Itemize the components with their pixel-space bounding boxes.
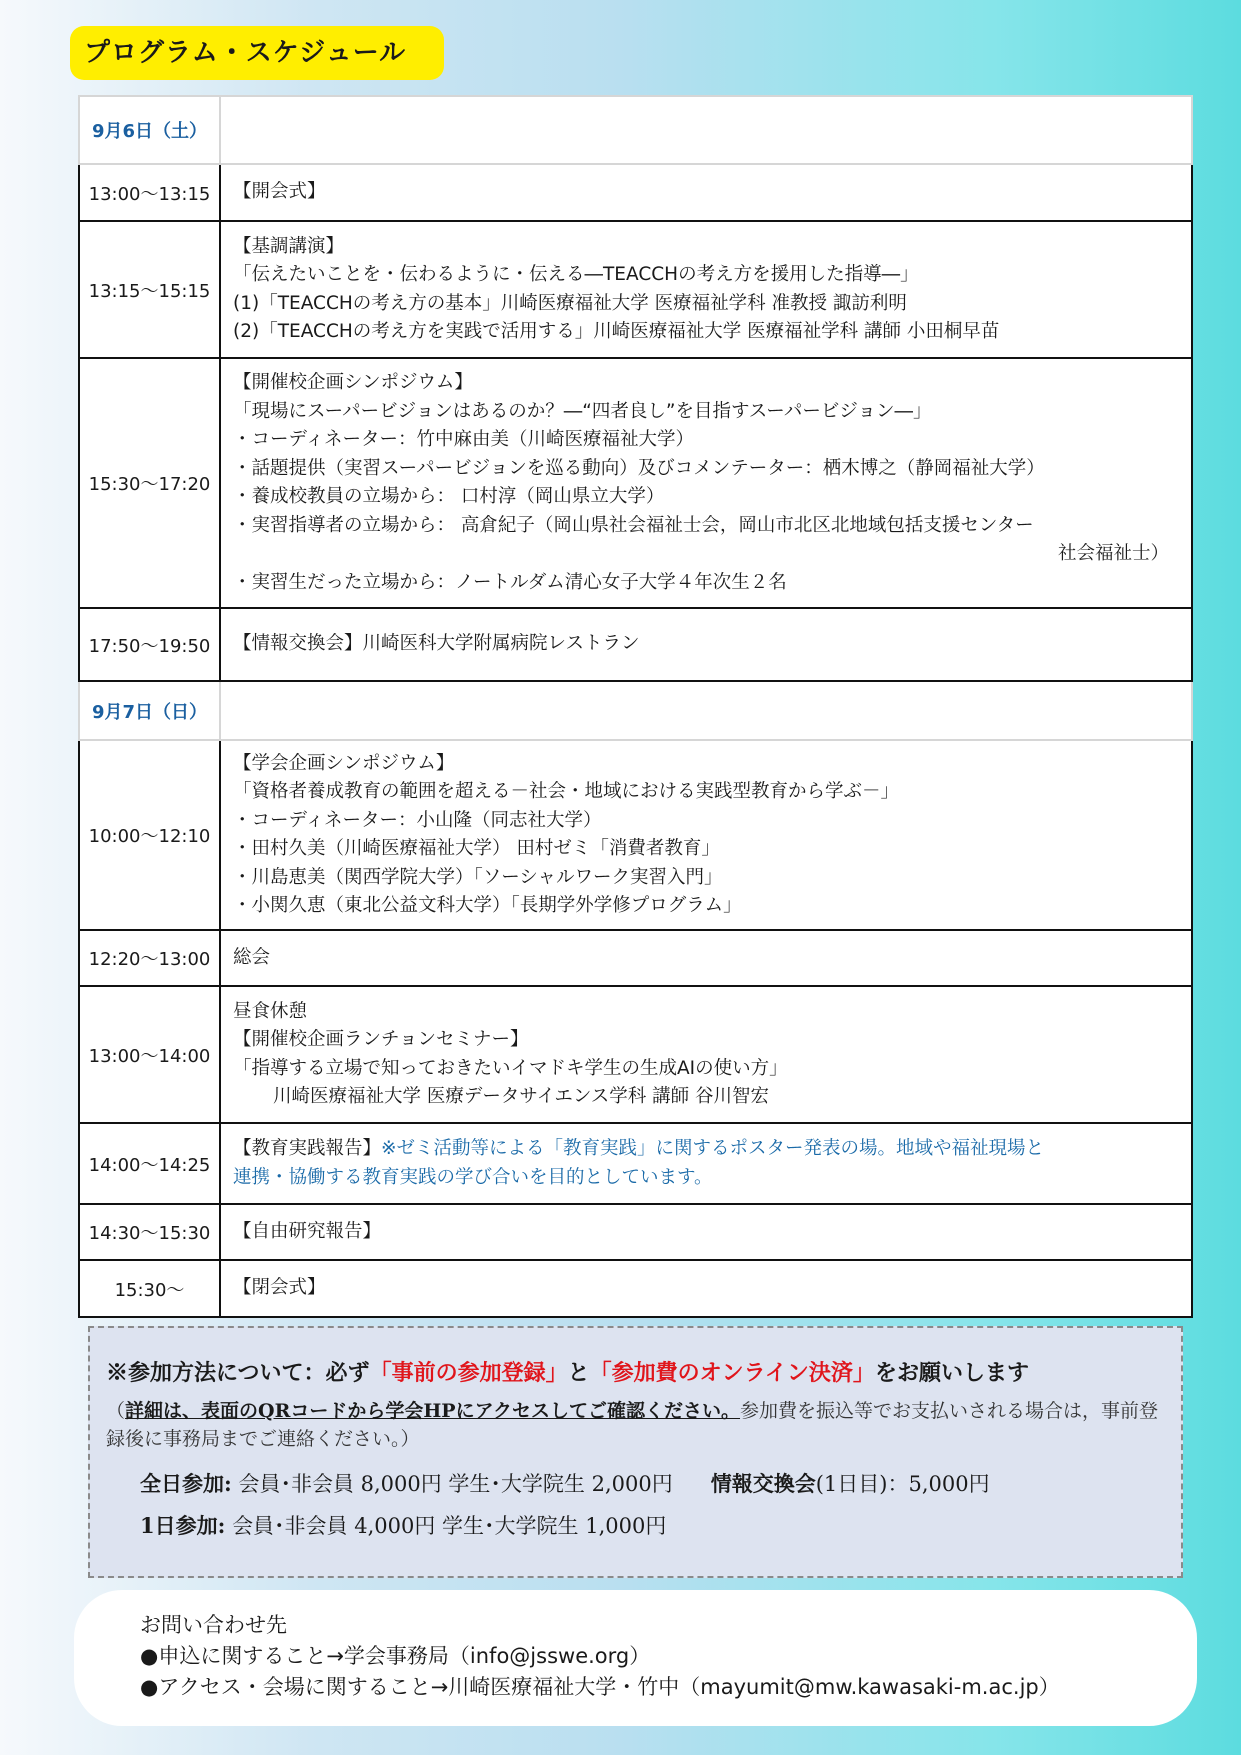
report-label: 【教育実践報告】 bbox=[233, 1138, 382, 1159]
content-line: (1)「TEACCHの考え方の基本」川崎医療福祉大学 医療福祉学科 准教授 諏訪利明 bbox=[233, 292, 907, 314]
schedule-table bbox=[78, 95, 1193, 1318]
content-line: 社会福祉士） bbox=[1057, 543, 1169, 564]
time-cell: 14:00〜14:25 bbox=[79, 1123, 220, 1204]
fee-label: 1日参加: bbox=[140, 1513, 226, 1538]
content-cell bbox=[220, 608, 1192, 681]
schedule-row bbox=[79, 358, 1192, 608]
schedule-row bbox=[79, 1123, 1192, 1204]
fee-label: 情報交換会 bbox=[710, 1471, 816, 1496]
schedule-row bbox=[79, 740, 1192, 930]
schedule-row bbox=[79, 986, 1192, 1123]
content-line: ・コーディネーター：小山隆（同志社大学） bbox=[233, 809, 602, 831]
notice-heading: ※参加方法について：必ず「事前の参加登録」と「参加費のオンライン決済」をお願いします bbox=[106, 1360, 1029, 1386]
day-header-row bbox=[79, 681, 1192, 740]
schedule-row bbox=[79, 930, 1192, 986]
schedule-row bbox=[79, 1260, 1192, 1317]
fee-value: 会員･非会員 4,000円 学生･大学院生 1,000円 bbox=[232, 1514, 667, 1538]
report-note: 連携・協働する教育実践の学び合いを目的としています。 bbox=[233, 1166, 713, 1188]
notice-highlight: 「事前の参加登録」 bbox=[369, 1360, 568, 1386]
content-line: 昼食休憩 bbox=[233, 1000, 308, 1022]
time-cell: 12:20〜13:00 bbox=[79, 930, 220, 986]
fee-value: 会員･非会員 8,000円 学生･大学院生 2,000円 bbox=[238, 1472, 673, 1496]
content-line: 総会 bbox=[233, 946, 271, 968]
schedule-row bbox=[79, 221, 1192, 358]
time-cell: 17:50〜19:50 bbox=[79, 608, 220, 681]
content-line: 「指導する立場で知っておきたいイマドキ学生の生成AIの使い方」 bbox=[233, 1057, 788, 1079]
day-label: 9月7日（日） bbox=[79, 681, 220, 740]
contact-line: ●申込に関すること→学会事務局（info@jsswe.org） bbox=[140, 1644, 651, 1668]
page-title: プログラム・スケジュール bbox=[70, 26, 444, 80]
time-cell: 14:30〜15:30 bbox=[79, 1204, 220, 1260]
day-header-row bbox=[79, 96, 1192, 164]
content-line: 【学会企画シンポジウム】 bbox=[233, 752, 455, 774]
content-line: ・実習生だった立場から：ノートルダム清心女子大学４年次生２名 bbox=[233, 571, 787, 593]
content-line: ・川島恵美（関西学院大学）「ソーシャルワーク実習入門」 bbox=[233, 866, 723, 888]
content-line: 【情報交換会】川崎医科大学附属病院レストラン bbox=[233, 633, 640, 655]
time-cell: 13:15〜15:15 bbox=[79, 221, 220, 358]
day-label: 9月6日（土） bbox=[79, 96, 220, 164]
contact-box bbox=[74, 1590, 1197, 1726]
time-cell: 15:30〜17:20 bbox=[79, 358, 220, 608]
content-line: (2)「TEACCHの考え方を実践で活用する」川崎医療福祉大学 医療福祉学科 講師 小田桐早苗 bbox=[233, 321, 1000, 342]
content-line: 【開催校企画シンポジウム】 bbox=[233, 372, 473, 393]
content-line: ・話題提供（実習スーパービジョンを巡る動向）及びコメンテーター：栖木博之（静岡福祉大学） bbox=[233, 457, 1045, 479]
content-line: 川崎医療福祉大学 医療データサイエンス学科 講師 谷川智宏 bbox=[273, 1086, 770, 1107]
content-cell bbox=[220, 986, 1192, 1123]
schedule-row bbox=[79, 164, 1192, 221]
content-line: 【基調講演】 bbox=[233, 235, 345, 257]
participation-notice bbox=[88, 1326, 1183, 1578]
time-cell: 13:00〜13:15 bbox=[79, 164, 220, 221]
content-cell bbox=[220, 1123, 1192, 1204]
notice-detail: （詳細は、表面のQRコードから学会HPにアクセスしてご確認ください。参加費を振込等でお支払いされる場合は，事前登録後に事務局までご連絡ください。） bbox=[106, 1400, 1159, 1450]
content-cell bbox=[220, 740, 1192, 930]
content-line: ・養成校教員の立場から： 口村淳（岡山県立大学） bbox=[233, 486, 665, 507]
schedule-row bbox=[79, 608, 1192, 681]
notice-detail-emphasis: 詳細は、表面のQRコードから学会HPにアクセスしてご確認ください。 bbox=[125, 1400, 741, 1422]
time-cell: 13:00〜14:00 bbox=[79, 986, 220, 1123]
content-cell bbox=[220, 164, 1192, 221]
contact-title: お問い合わせ先 bbox=[140, 1613, 287, 1637]
content-line: 【開催校企画ランチョンセミナー】 bbox=[233, 1029, 529, 1050]
time-cell: 10:00〜12:10 bbox=[79, 740, 220, 930]
fee-value: (1日目)：5,000円 bbox=[815, 1472, 990, 1496]
fee-list bbox=[106, 1463, 1163, 1547]
content-line: ・コーディネーター：竹中麻由美（川崎医療福祉大学） bbox=[233, 429, 695, 450]
content-cell bbox=[220, 221, 1192, 358]
content-line: ・小関久恵（東北公益文科大学）「長期学外学修プログラム」 bbox=[233, 895, 742, 916]
schedule-row bbox=[79, 1204, 1192, 1260]
content-line: 「現場にスーパービジョンはあるのか？―“四者良し”を目指すスーパービジョン―」 bbox=[233, 400, 932, 422]
content-line: ・田村久美（川崎医療福祉大学） 田村ゼミ「消費者教育」 bbox=[233, 838, 720, 859]
content-cell bbox=[220, 930, 1192, 986]
content-line: 【自由研究報告】 bbox=[233, 1220, 382, 1242]
content-line: 「伝えたいことを・伝わるように・伝える―TEACCHの考え方を援用した指導―」 bbox=[233, 264, 919, 285]
content-cell bbox=[220, 358, 1192, 608]
content-line bbox=[233, 1135, 1179, 1164]
report-note: ※ゼミ活動等による「教育実践」に関するポスター発表の場。地域や福祉現場と bbox=[381, 1138, 1045, 1159]
content-line: 【開会式】 bbox=[233, 181, 326, 203]
content-cell bbox=[220, 1204, 1192, 1260]
fee-label: 全日参加: bbox=[140, 1471, 232, 1496]
content-line: 【閉会式】 bbox=[233, 1277, 326, 1299]
fee-row bbox=[140, 1505, 1163, 1547]
content-cell bbox=[220, 1260, 1192, 1317]
content-line: ・実習指導者の立場から： 高倉紀子（岡山県社会福祉士会，岡山市北区北地域包括支援センター bbox=[233, 514, 1034, 536]
contact-line: ●アクセス・会場に関すること→川崎医療福祉大学・竹中（mayumit@mw.kawasaki-m.ac.jp） bbox=[140, 1675, 1060, 1699]
content-line: 「資格者養成教育の範囲を超える－社会・地域における実践型教育から学ぶ－」 bbox=[233, 781, 900, 802]
fee-row bbox=[140, 1463, 1163, 1505]
time-cell: 15:30〜 bbox=[79, 1260, 220, 1317]
notice-highlight: 「参加費のオンライン決済」 bbox=[589, 1360, 875, 1386]
